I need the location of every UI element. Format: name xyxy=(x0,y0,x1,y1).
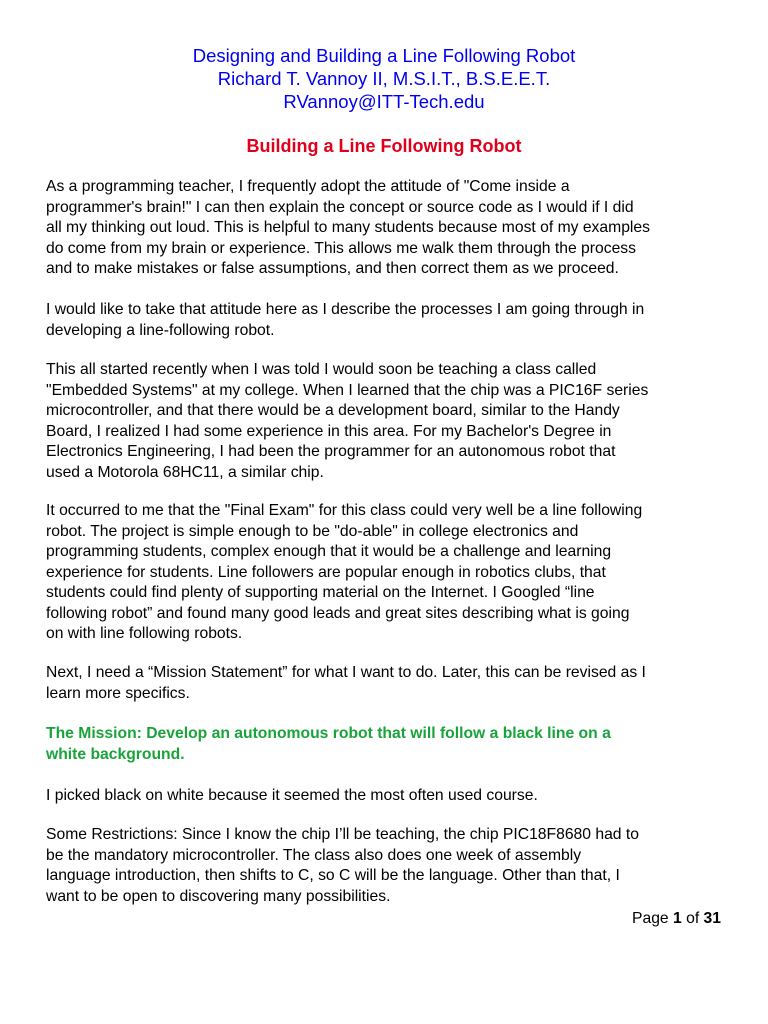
text-line: Next, I need a “Mission Statement” for what I want to do. Later, this can be revised as I xyxy=(46,664,646,681)
paragraph-mission-intro xyxy=(46,663,736,704)
text-line: programmer's brain!" I can then explain the concept or source code as I would if I did xyxy=(46,198,634,216)
text-line: microcontroller, and that there would be a development board, similar to the Handy xyxy=(46,402,620,419)
text-line: This all started recently when I was told I would soon be teaching a class called xyxy=(46,361,597,378)
text-line: programming students, complex enough that it would be a challenge and learning xyxy=(46,543,612,560)
author-name: Richard T. Vannoy II, M.S.I.T., B.S.E.E.T. xyxy=(217,68,551,89)
text-line: do come from my brain or experience. This allows me walk them through the process xyxy=(46,239,636,257)
paragraph-background xyxy=(46,360,736,483)
text-line: Electronics Engineering, I had been the programmer for an autonomous robot that xyxy=(46,443,616,460)
document-header xyxy=(0,44,768,113)
mission-statement xyxy=(46,724,736,765)
text-line: Some Restrictions: Since I know the chip I’ll be teaching, the chip PIC18F8680 had to xyxy=(46,826,639,843)
page-current: 1 xyxy=(673,910,682,927)
paragraph-attitude xyxy=(46,300,736,341)
author-email: RVannoy@ITT-Tech.edu xyxy=(283,91,485,112)
page-label: Page xyxy=(632,910,669,927)
text-line: "Embedded Systems" at my college. When I learned that the chip was a PIC16F series xyxy=(46,381,649,399)
paragraph-intro xyxy=(46,177,736,280)
text-line: and to make mistakes or false assumptions, and then correct them as we proceed. xyxy=(46,260,619,277)
text-line: all my thinking out loud. This is helpful to many students because most of my examples xyxy=(46,219,650,236)
text-line: language introduction, then shifts to C, so C will be the language. Other than that, I xyxy=(46,867,620,884)
text-line: used a Motorola 68HC11, a similar chip. xyxy=(46,463,324,481)
text-line: want to be open to discovering many possibilities. xyxy=(46,887,391,905)
text-line: experience for students. Line followers are popular enough in robotics clubs, that xyxy=(46,563,606,581)
text-line: developing a line-following robot. xyxy=(46,321,275,339)
text-line: following robot” and found many good leads and great sites describing what is going xyxy=(46,604,630,622)
text-line: I would like to take that attitude here as I describe the processes I am going through in xyxy=(46,301,645,318)
text-line: students could find plenty of supporting material on the Internet. I Googled “line xyxy=(46,584,595,601)
section-title: Building a Line Following Robot xyxy=(246,136,522,156)
page-number xyxy=(632,909,721,929)
page-total: 31 xyxy=(703,910,721,927)
text-line: The Mission: Develop an autonomous robot that will follow a black line on a xyxy=(46,725,611,742)
paragraph-restrictions xyxy=(46,825,736,907)
text-line: Board, I realized I had some experience in this area. For my Bachelor's Degree in xyxy=(46,422,612,440)
text-line: be the mandatory microcontroller. The class also does one week of assembly xyxy=(46,846,582,864)
text-line: robot. The project is simple enough to be "do-able" in college electronics and xyxy=(46,522,579,540)
text-line: As a programming teacher, I frequently adopt the attitude of "Come inside a xyxy=(46,178,570,195)
text-line: learn more specifics. xyxy=(46,684,190,702)
paragraph-black-on-white xyxy=(46,786,736,807)
text-line: on with line following robots. xyxy=(46,625,243,642)
text-line: I picked black on white because it seemed the most often used course. xyxy=(46,787,538,804)
page-of: of xyxy=(686,910,700,927)
text-line: white background. xyxy=(46,745,185,763)
text-line: It occurred to me that the "Final Exam" for this class could very well be a line following xyxy=(46,502,643,519)
document-title: Designing and Building a Line Following Robot xyxy=(192,45,576,66)
paragraph-final-exam xyxy=(46,501,736,645)
